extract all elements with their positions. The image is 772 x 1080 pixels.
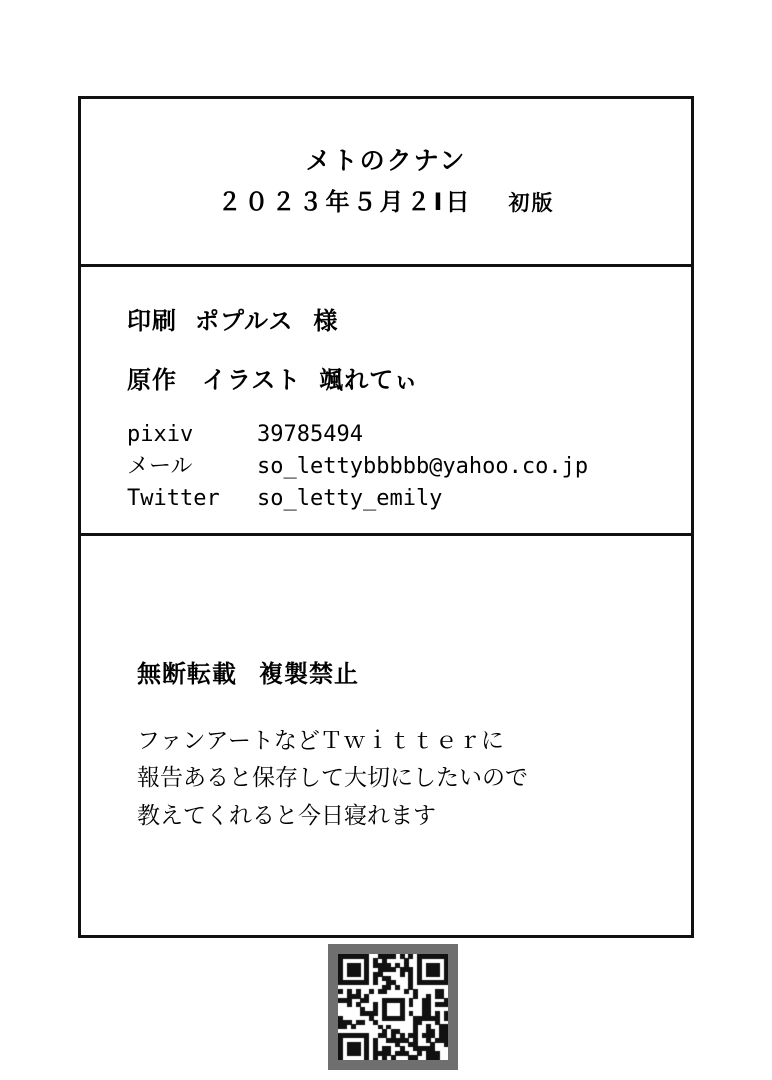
credit-label: 印刷 [127,307,177,335]
colophon-box [78,96,694,938]
publication-date: ２０２３年５月２I日 [217,188,473,217]
credit-row [127,360,691,395]
notice-line: 教えてくれると今日寝れます [137,802,436,829]
edition-label: 初版 [508,191,555,216]
notice-line: ファンアートなどＴｗｉｔｔｅｒに [137,728,504,754]
contact-value: so_letty_emily [257,485,443,511]
contact-value: so_lettybbbbb@yahoo.co.jp [257,453,589,479]
qr-code-image [338,954,448,1060]
notice-section [81,536,691,936]
credit-label: 原作 イラスト [127,366,302,394]
credit-honorific: 様 [313,307,339,335]
no-reprint-label: 無断転載 [137,660,237,688]
contact-label: Twitter [127,485,220,511]
page-title: メトのクナン [305,146,467,176]
credit-row [127,301,691,336]
contact-row [127,483,691,515]
contact-label: pixiv [127,422,194,447]
contact-label: メール [127,453,193,479]
credit-value: 颯れてぃ [319,366,419,394]
publication-line [218,186,555,218]
credits-section [81,267,691,536]
copyright-notice-heading [137,654,691,689]
credit-value: ポプルス [195,307,294,335]
no-duplication-label: 複製禁止 [259,660,359,688]
contact-value: 39785494 [257,422,363,447]
contact-row [127,451,691,483]
qr-code[interactable] [328,944,458,1070]
title-section [81,99,691,267]
contact-row [127,419,691,451]
notice-line: 報告あると保存して大切にしたいので [137,765,528,792]
notice-text [137,723,691,835]
